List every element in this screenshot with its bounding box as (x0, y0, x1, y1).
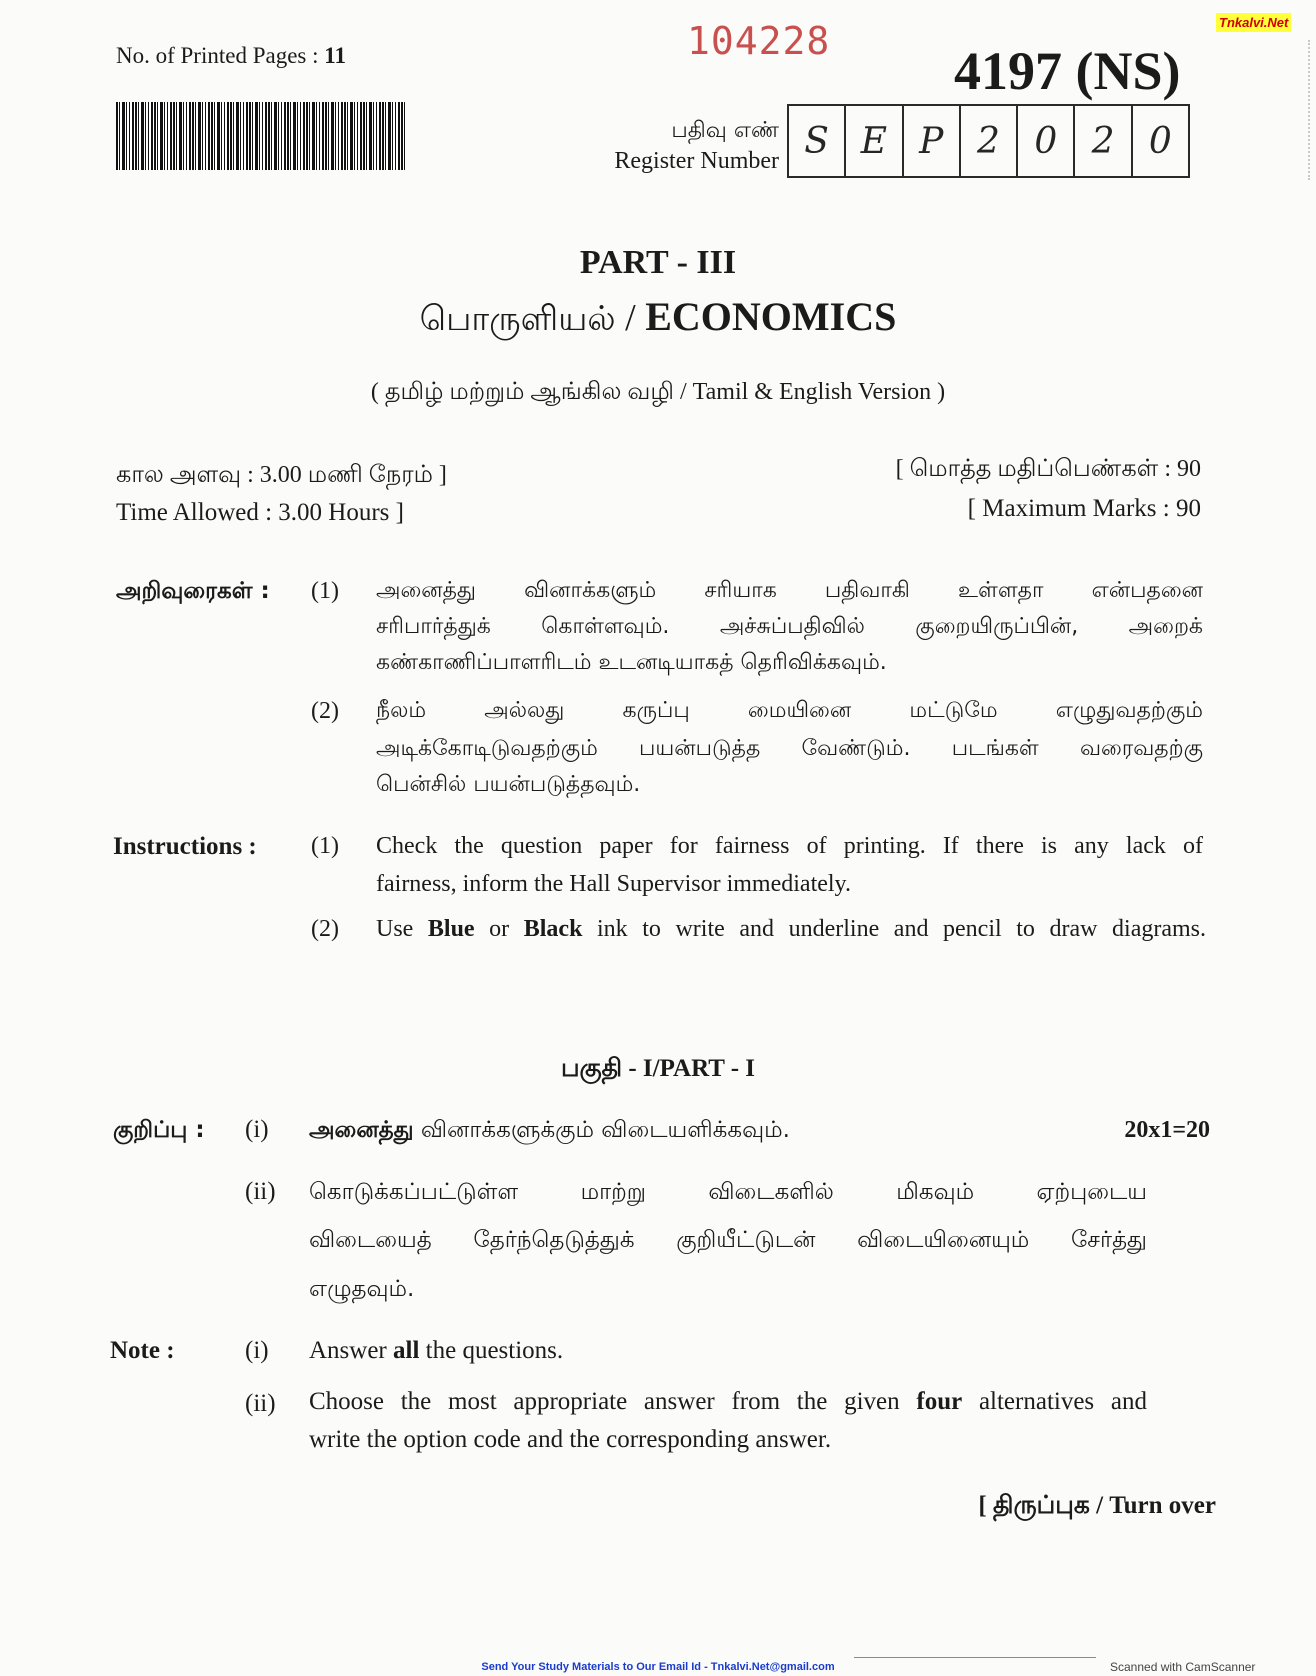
register-cell: E (846, 106, 903, 176)
text-segment: Use (376, 916, 428, 942)
instructions-english-label: Instructions : (113, 833, 257, 860)
version-line: ( தமிழ் மற்றும் ஆங்கில வழி / Tamil & English Version ) (370, 379, 946, 405)
instruction-line: அனைத்து வினாக்களும் சரியாக பதிவாகி உள்ளதா என்பதனை (376, 578, 1203, 603)
register-cell: 2 (961, 106, 1018, 176)
instruction-line (376, 914, 1206, 944)
text-bold: four (916, 1388, 963, 1415)
instruction-line: fairness, inform the Hall Supervisor immediately. (376, 871, 851, 897)
note-line: write the option code and the corresponding answer. (309, 1426, 832, 1453)
text-bold-black: Black (523, 916, 583, 942)
instruction-line: பென்சில் பயன்படுத்தவும். (376, 772, 641, 797)
register-number-boxes (787, 104, 1190, 178)
text-bold: அனைத்து (309, 1117, 414, 1143)
email-note: Send Your Study Materials to Our Email Id - Tnkalvi.Net@gmail.com (481, 1661, 835, 1673)
note-tamil-label: குறிப்பு : (113, 1117, 205, 1143)
site-watermark: Tnkalvi.Net (1216, 13, 1291, 32)
printed-pages-value: 11 (324, 43, 346, 68)
register-label-english: Register Number (614, 148, 779, 174)
text-bold: all (393, 1337, 420, 1364)
note-line: எழுதவும். (309, 1276, 415, 1302)
barcode (116, 102, 406, 170)
register-cell: S (789, 106, 846, 176)
paper-code: 4197 (NS) (954, 41, 1181, 101)
item-number: (1) (311, 833, 339, 859)
item-number: (1) (311, 578, 339, 604)
instruction-line: நீலம் அல்லது கருப்பு மையினை மட்டுமே எழுதுவதற்கும் (376, 698, 1203, 723)
text-segment: or (474, 916, 524, 942)
turn-over: [ திருப்புக / Turn over (978, 1492, 1216, 1519)
note-line (309, 1387, 1147, 1417)
note-line (309, 1336, 563, 1366)
note-english-label: Note : (110, 1337, 175, 1364)
time-allowed-tamil: கால அளவு : 3.00 மணி நேரம் ] (116, 462, 447, 488)
scan-edge-mark (1308, 40, 1310, 180)
scanner-credit: Scanned with CamScanner (1110, 1660, 1256, 1674)
item-number: (ii) (245, 1390, 276, 1417)
max-marks-english: [ Maximum Marks : 90 (967, 495, 1201, 522)
instruction-line: சரிபார்த்துக் கொள்ளவும். அச்சுப்பதிவில் குறையிருப்பின், அறைக் (376, 614, 1203, 639)
note-line (309, 1115, 790, 1145)
text-bold-blue: Blue (427, 916, 475, 942)
item-number: (2) (311, 698, 339, 724)
text-segment: the questions. (419, 1337, 564, 1364)
subject-separator: / (615, 297, 646, 339)
part-one-heading: பகுதி - I/PART - I (560, 1055, 756, 1082)
instructions-tamil-label: அறிவுரைகள் : (116, 578, 270, 604)
serial-number: 104228 (687, 19, 831, 63)
register-cell: 2 (1075, 106, 1132, 176)
register-cell: 0 (1018, 106, 1075, 176)
footer-divider (854, 1657, 1096, 1658)
text-segment: வினாக்களுக்கும் விடையளிக்கவும். (413, 1117, 790, 1143)
instruction-line: கண்காணிப்பாளரிடம் உடனடியாகத் தெரிவிக்கவும். (376, 650, 887, 675)
subject-tamil: பொருளியல் (419, 299, 616, 339)
printed-pages-label: No. of Printed Pages : (116, 43, 325, 68)
printed-pages (116, 41, 346, 71)
text-segment: Choose the most appropriate answer from the given (309, 1388, 917, 1415)
subject-english: ECONOMICS (645, 294, 897, 339)
item-number: (i) (245, 1337, 269, 1364)
note-line: விடையைத் தேர்ந்தெடுத்துக் குறியீட்டுடன் விடையினையும் சேர்த்து (309, 1227, 1147, 1253)
marks-scheme: 20x1=20 (1124, 1117, 1210, 1143)
register-cell: P (904, 106, 961, 176)
time-allowed-english: Time Allowed : 3.00 Hours ] (116, 499, 404, 526)
text-segment: alternatives and (962, 1388, 1147, 1415)
item-number: (2) (311, 916, 339, 942)
subject-title (0, 293, 1316, 350)
register-cell: 0 (1148, 120, 1172, 162)
text-segment: Answer (309, 1337, 394, 1364)
text-segment: ink to write and underline and pencil to draw diagrams. (582, 916, 1206, 942)
instruction-line: அடிக்கோடிடுவதற்கும் பயன்படுத்த வேண்டும். படங்கள் வரைவதற்கு (376, 736, 1203, 761)
instruction-line: Check the question paper for fairness of printing. If there is any lack of (376, 833, 1203, 859)
register-label-tamil: பதிவு எண் (671, 118, 779, 143)
item-number: (i) (245, 1116, 269, 1143)
note-line: கொடுக்கப்பட்டுள்ள மாற்று விடைகளில் மிகவும் ஏற்புடைய (309, 1179, 1147, 1205)
max-marks-tamil: [ மொத்த மதிப்பெண்கள் : 90 (895, 456, 1201, 482)
part-title: PART - III (579, 244, 737, 281)
item-number: (ii) (245, 1178, 276, 1205)
